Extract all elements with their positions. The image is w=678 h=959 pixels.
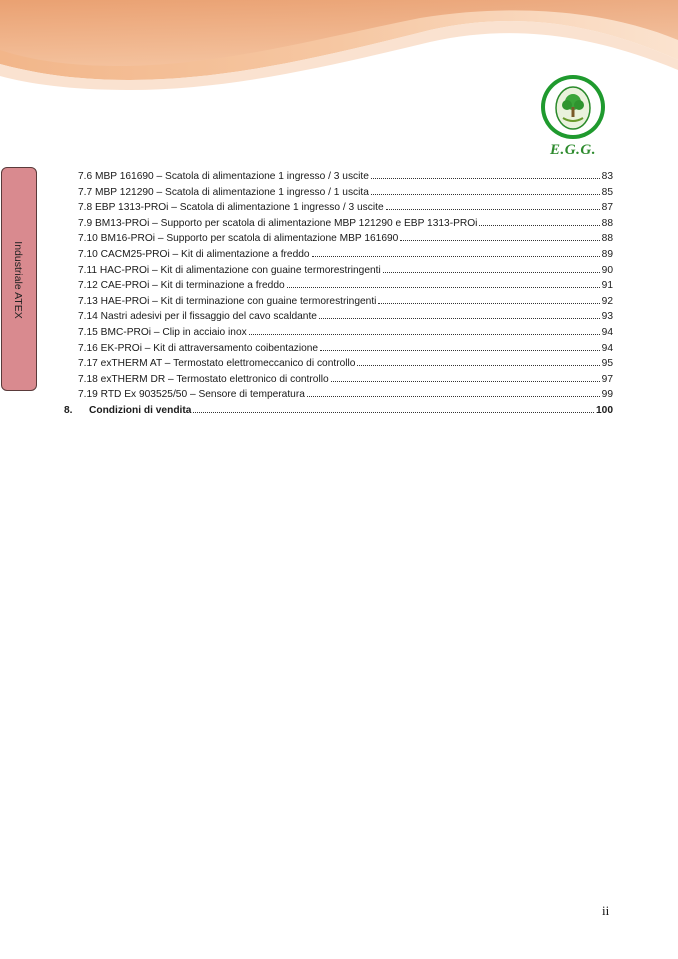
- toc-leader-dots: [378, 293, 599, 304]
- toc-entry[interactable]: [78, 340, 613, 355]
- toc-entry-title: 7.6 MBP 161690 – Scatola di alimentazione 1 ingresso / 3 uscite: [78, 171, 369, 182]
- toc-leader-dots: [287, 277, 600, 288]
- toc-entry-page: 89: [601, 249, 613, 260]
- toc-leader-dots: [357, 355, 599, 366]
- toc-entry-title: 7.17 exTHERM AT – Termostato elettromeccanico di controllo: [78, 358, 356, 370]
- toc-main-entry-page: 100: [596, 405, 613, 416]
- toc-leader-dots: [479, 215, 599, 226]
- toc-leader-dots: [331, 371, 600, 382]
- toc-entry[interactable]: [78, 277, 613, 292]
- toc-entry-title: 7.18 exTHERM DR – Termostato elettronico di controllo: [78, 373, 329, 385]
- toc-leader-dots: [319, 308, 600, 319]
- toc-leader-dots: [400, 230, 599, 241]
- toc-entry[interactable]: [78, 386, 613, 401]
- toc-entry[interactable]: [78, 262, 613, 277]
- toc-entry-title: 7.7 MBP 121290 – Scatola di alimentazione 1 ingresso / 1 uscita: [78, 186, 369, 198]
- toc-leader-dots: [312, 246, 600, 257]
- toc-entry-page: 88: [601, 217, 613, 229]
- toc-entry-page: 99: [601, 389, 613, 401]
- toc-entry[interactable]: [78, 215, 613, 230]
- toc-leader-dots: [307, 386, 600, 397]
- toc-leader-dots: [386, 199, 600, 210]
- toc-entry[interactable]: [78, 355, 613, 370]
- toc-entry-page: 91: [601, 280, 613, 292]
- toc-leader-dots: [371, 184, 600, 195]
- toc-entry[interactable]: [78, 308, 613, 323]
- toc-entry-title: 7.13 HAE-PROi – Kit di terminazione con guaine termorestringenti: [78, 295, 377, 307]
- toc-entry-title: 7.11 HAC-PROi – Kit di alimentazione con guaine termorestringenti: [78, 264, 381, 276]
- toc-entry-page: 83: [601, 171, 613, 182]
- toc-entry[interactable]: [78, 324, 613, 339]
- toc-entry[interactable]: [78, 184, 613, 199]
- toc-entry-page: 87: [601, 202, 613, 214]
- toc-entry-page: 92: [601, 295, 613, 307]
- toc-entry-title: 7.16 EK-PROi – Kit di attraversamento coibentazione: [78, 342, 319, 354]
- page-number: ii: [602, 903, 610, 918]
- toc-entry[interactable]: [78, 199, 613, 214]
- toc-entry-page: 88: [601, 233, 613, 245]
- toc-entry[interactable]: [78, 230, 613, 245]
- toc-entry-title: 7.8 EBP 1313-PROi – Scatola di alimentazione 1 ingresso / 3 uscite: [78, 202, 384, 214]
- logo-text: E.G.G.: [550, 142, 596, 158]
- toc-entry-title: 7.10 BM16-PROi – Supporto per scatola di alimentazione MBP 161690: [78, 233, 399, 245]
- toc-entry-page: 94: [601, 342, 613, 354]
- toc-entry-title: 7.15 BMC-PROi – Clip in acciaio inox: [78, 327, 247, 338]
- toc-entry-title: 7.9 BM13-PROi – Supporto per scatola di alimentazione MBP 121290 e EBP 1313-PROi: [78, 217, 478, 229]
- toc-main-entry[interactable]: [64, 402, 613, 417]
- toc-entry-title: 7.19 RTD Ex 903525/50 – Sensore di temperatura: [78, 389, 305, 401]
- toc-entry-title: 7.12 CAE-PROi – Kit di terminazione a freddo: [78, 280, 285, 292]
- toc-entry[interactable]: [78, 246, 613, 261]
- toc-entry-title: 7.10 CACM25-PROi – Kit di alimentazione a freddo: [78, 249, 310, 260]
- toc-leader-dots: [320, 340, 600, 351]
- toc-entry-page: 93: [601, 311, 613, 323]
- toc-entry[interactable]: [78, 371, 613, 386]
- toc-leader-dots: [383, 262, 600, 273]
- toc-leader-dots: [193, 402, 594, 413]
- toc-main-entry-number: 8.: [64, 405, 73, 416]
- toc-entry[interactable]: [78, 293, 613, 308]
- toc-main-entry-title: Condizioni di vendita: [89, 405, 192, 416]
- toc-entry-title: 7.14 Nastri adesivi per il fissaggio del cavo scaldante: [78, 311, 317, 323]
- toc-entry-page: 94: [601, 327, 613, 338]
- toc-leader-dots: [249, 324, 600, 335]
- toc-entry-page: 95: [601, 358, 613, 370]
- toc-entry[interactable]: [78, 168, 613, 183]
- toc-entry-page: 90: [601, 264, 613, 276]
- toc-entry-page: 85: [601, 186, 613, 198]
- side-tab-label: Industriale ATEX: [12, 241, 24, 319]
- toc-entry-page: 97: [601, 373, 613, 385]
- toc-leader-dots: [371, 168, 600, 179]
